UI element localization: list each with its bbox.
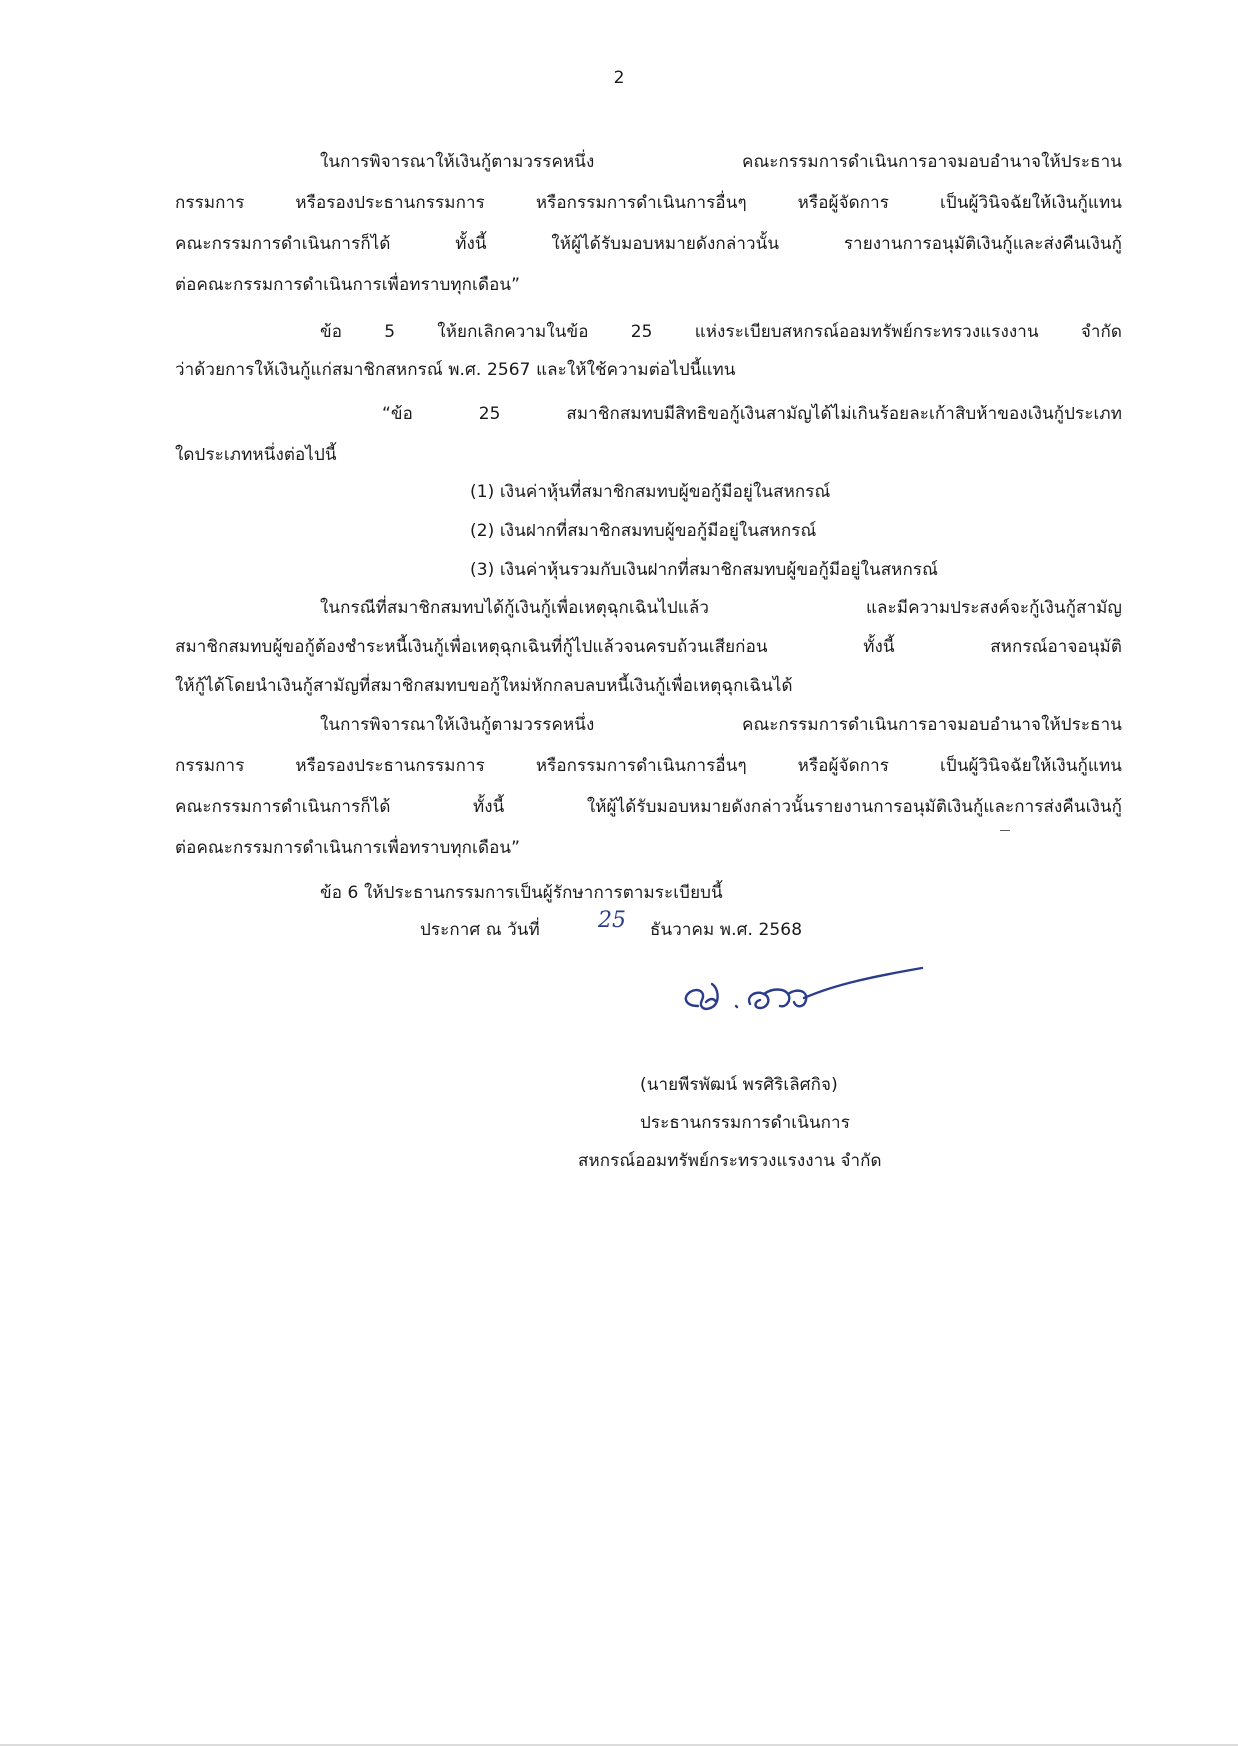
paragraph-line: ในการพิจารณาให้เงินกู้ตามวรรคหนึ่ง คณะกรรมการดำเนินการอาจมอบอำนาจให้ประธาน: [320, 152, 1122, 172]
clause-25-line: “ข้อ 25 สมาชิกสมทบมีสิทธิขอกู้เงินสามัญได้ไม่เกินร้อยละเก้าสิบห้าของเงินกู้ประเภท: [382, 404, 1122, 424]
signatory-organization: สหกรณ์ออมทรัพย์กระทรวงแรงงาน จำกัด: [578, 1151, 882, 1171]
announcement-prefix: ประกาศ ณ วันที่: [420, 920, 540, 940]
delegation-line: ในการพิจารณาให้เงินกู้ตามวรรคหนึ่ง คณะกรรมการดำเนินการอาจมอบอำนาจให้ประธาน: [320, 715, 1122, 735]
page-number: 2: [613, 68, 625, 88]
signatory-position: ประธานกรรมการดำเนินการ: [640, 1113, 850, 1133]
clause-5-line: ข้อ 5 ให้ยกเลิกความในข้อ 25 แห่งระเบียบสหกรณ์ออมทรัพย์กระทรวงแรงงาน จำกัด: [320, 322, 1122, 342]
signatory-name: (นายพีรพัฒน์ พรศิริเลิศกิจ): [640, 1075, 838, 1095]
delegation-line: กรรมการ หรือรองประธานกรรมการ หรือกรรมการดำเนินการอื่นๆ หรือผู้จัดการ เป็นผู้วินิจฉัยให้เงินกู้แทน: [175, 756, 1122, 776]
paragraph-line: กรรมการ หรือรองประธานกรรมการ หรือกรรมการดำเนินการอื่นๆ หรือผู้จัดการ เป็นผู้วินิจฉัยให้เงินกู้แทน: [175, 193, 1122, 213]
delegation-line: คณะกรรมการดำเนินการก็ได้ ทั้งนี้ ให้ผู้ได้รับมอบหมายดังกล่าวนั้นรายงานการอนุมัติเงินกู้และการส่งคืนเงินกู้: [175, 797, 1122, 817]
emergency-line: สมาชิกสมทบผู้ขอกู้ต้องชำระหนี้เงินกู้เพื่อเหตุฉุกเฉินที่กู้ไปแล้วจนครบถ้วนเสียก่อน ทั้งนี้ สหกรณ์อาจอนุมัติ: [175, 637, 1122, 657]
emergency-line: ให้กู้ได้โดยนำเงินกู้สามัญที่สมาชิกสมทบขอกู้ใหม่หักกลบลบหนี้เงินกู้เพื่อเหตุฉุกเฉินได้: [175, 676, 793, 696]
announcement-day: 25: [598, 908, 626, 933]
signature-image: [676, 962, 926, 1032]
list-item: (3) เงินค่าหุ้นรวมกับเงินฝากที่สมาชิกสมทบผู้ขอกู้มีอยู่ในสหกรณ์: [470, 560, 938, 580]
list-item: (2) เงินฝากที่สมาชิกสมทบผู้ขอกู้มีอยู่ในสหกรณ์: [470, 521, 817, 541]
scan-mark: [1000, 830, 1010, 831]
announcement-suffix: ธันวาคม พ.ศ. 2568: [650, 920, 803, 940]
clause-25-line: ใดประเภทหนึ่งต่อไปนี้: [175, 445, 337, 465]
clause-5-line: ว่าด้วยการให้เงินกู้แก่สมาชิกสหกรณ์ พ.ศ. 2567 และให้ใช้ความต่อไปนี้แทน: [175, 360, 736, 380]
emergency-line: ในกรณีที่สมาชิกสมทบได้กู้เงินกู้เพื่อเหตุฉุกเฉินไปแล้ว และมีความประสงค์จะกู้เงินกู้สามัญ: [320, 598, 1122, 618]
paragraph-line: คณะกรรมการดำเนินการก็ได้ ทั้งนี้ ให้ผู้ได้รับมอบหมายดังกล่าวนั้น รายงานการอนุมัติเงินกู้และส่งคืนเงินกู้: [175, 234, 1122, 254]
list-item: (1) เงินค่าหุ้นที่สมาชิกสมทบผู้ขอกู้มีอยู่ในสหกรณ์: [470, 482, 831, 502]
delegation-line: ต่อคณะกรรมการดำเนินการเพื่อทราบทุกเดือน”: [175, 838, 521, 858]
clause-6-line: ข้อ 6 ให้ประธานกรรมการเป็นผู้รักษาการตามระเบียบนี้: [320, 883, 723, 903]
paragraph-line: ต่อคณะกรรมการดำเนินการเพื่อทราบทุกเดือน”: [175, 275, 521, 295]
